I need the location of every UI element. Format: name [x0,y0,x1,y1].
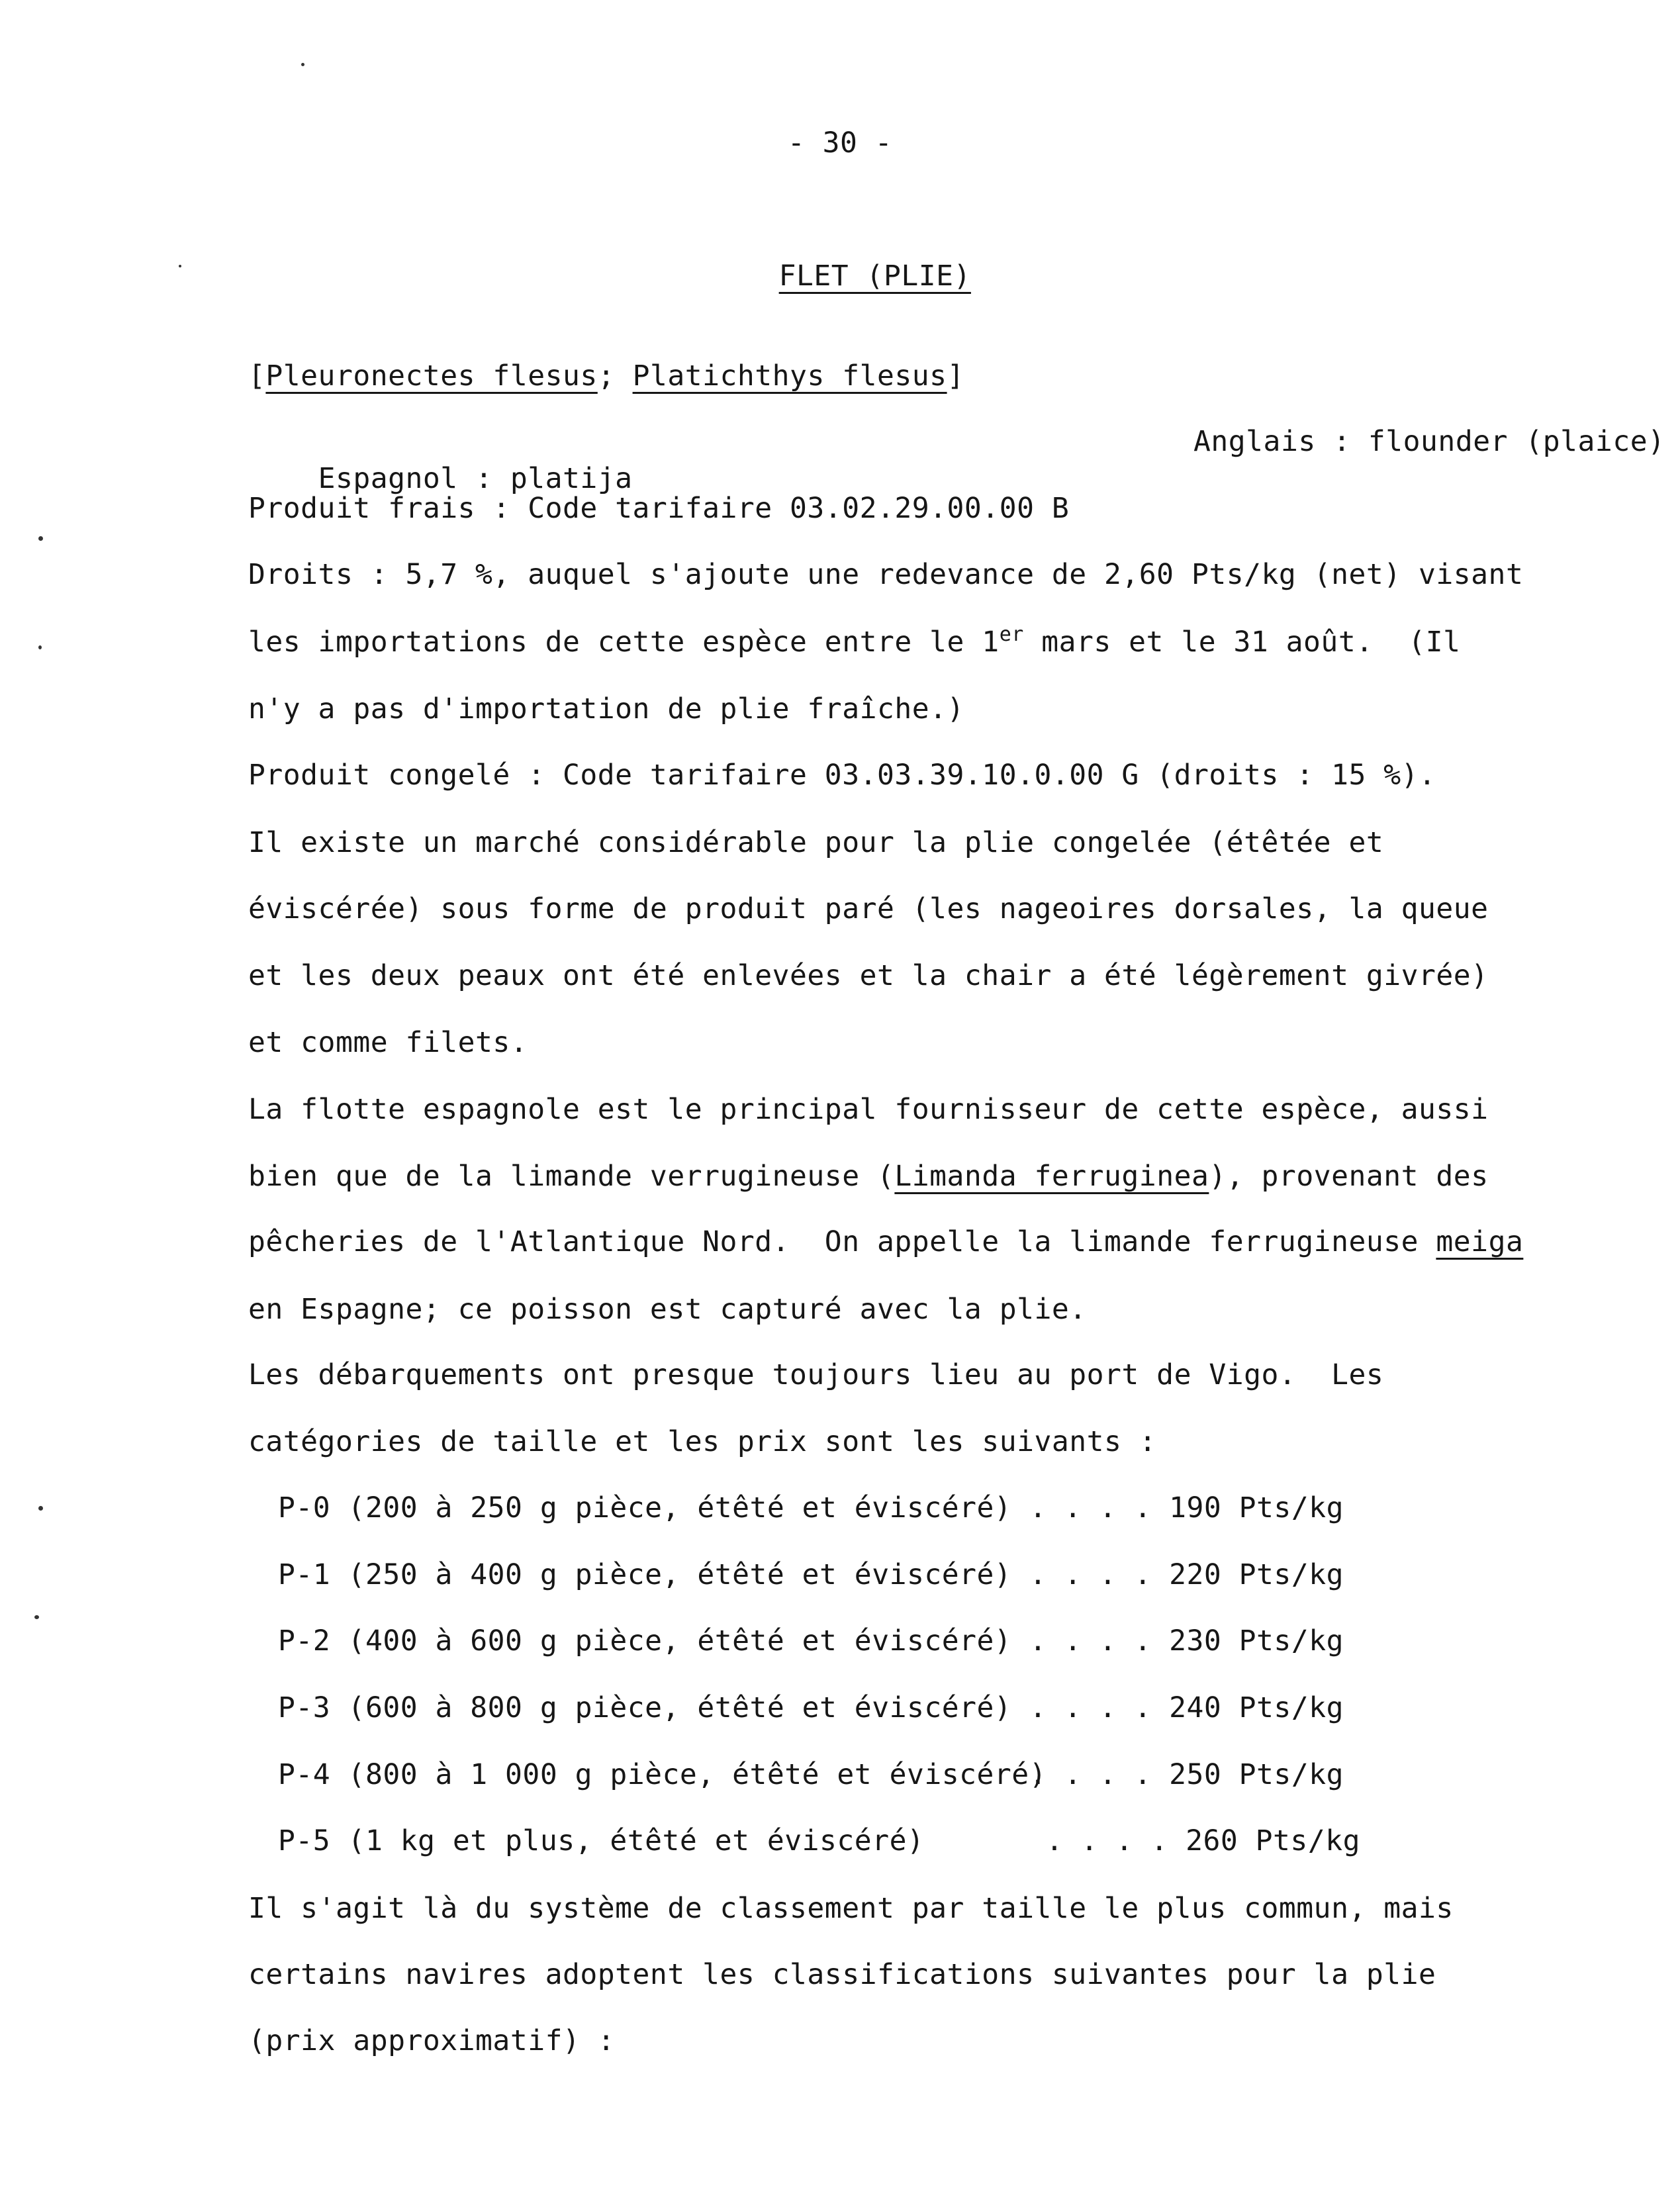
conclusion-line-3: (prix approximatif) : [248,2024,616,2057]
conclusion-line-2: certains navires adoptent les classifications suivantes pour la plie [248,1958,1436,1991]
debarquements-line-2: catégories de taille et les prix sont les suivants : [248,1425,1157,1458]
scan-speck [38,536,43,541]
scan-speck [34,1615,39,1619]
price-row-label: P-1 (250 à 400 g pièce, étêté et éviscéré) [278,1558,1012,1591]
price-row [278,1489,1344,1526]
droits-line-1: Droits : 5,7 %, auquel s'ajoute une redevance de 2,60 Pts/kg (net) visant [248,558,1524,591]
price-row-value: . . . . 190 Pts/kg [1029,1491,1344,1524]
droits-line-2-b: mars et le 31 août. (Il [1023,626,1461,659]
flotte-line-1: La flotte espagnole est le principal fournisseur de cette espèce, aussi [248,1093,1489,1126]
flotte-line-3 [248,1223,1523,1260]
bracket-open: [ [248,359,266,393]
scan-speck [38,645,42,649]
price-row [278,1822,1360,1859]
flotte-line-2-a: bien que de la limande verrugineuse ( [248,1160,895,1193]
droits-line-2 [248,624,1461,661]
conclusion-line-1: Il s'agit là du système de classement par taille le plus commun, mais [248,1892,1454,1925]
flotte-line-3-a: pêcheries de l'Atlantique Nord. On appelle la limande ferrugineuse [248,1225,1436,1258]
produit-frais-line: Produit frais : Code tarifaire 03.02.29.00.00 B [248,492,1070,525]
marche-line-2: éviscérée) sous forme de produit paré (les nageoires dorsales, la queue [248,892,1489,925]
price-row-label: P-4 (800 à 1 000 g pièce, étêté et éviscéré) [278,1758,1047,1791]
scan-speck [301,63,304,66]
scan-speck [38,1506,43,1511]
page-title [0,220,1680,332]
bracket-close: ] [947,359,964,393]
price-row [278,1689,1344,1726]
species-line [248,357,964,395]
price-row-value: . . . . 250 Pts/kg [1029,1758,1344,1791]
marche-line-4: et comme filets. [248,1026,528,1059]
debarquements-line-1: Les débarquements ont presque toujours lieu au port de Vigo. Les [248,1358,1384,1391]
marche-line-1: Il existe un marché considérable pour la plie congelée (étêtée et [248,826,1384,859]
species-name-1: Pleuronectes flesus [265,359,598,393]
page-number: - 30 - [787,126,893,160]
anglais-name: Anglais : flounder (plaice) [1193,425,1665,458]
limanda-ferruginea: Limanda ferruginea [894,1160,1209,1193]
price-row-label: P-3 (600 à 800 g pièce, étêté et éviscéré) [278,1691,1012,1724]
droits-line-2-a: les importations de cette espèce entre le 1 [248,626,1000,659]
price-row [278,1556,1344,1593]
droits-line-3: n'y a pas d'importation de plie fraîche.) [248,692,964,726]
marche-line-3: et les deux peaux ont été enlevées et la chair a été légèrement givrée) [248,959,1489,992]
meiga-term: meiga [1436,1225,1524,1258]
produit-congele-line: Produit congelé : Code tarifaire 03.03.39.10.0.00 G (droits : 15 %). [248,759,1436,792]
price-row-value: . . . . 230 Pts/kg [1029,1624,1344,1658]
espagnol-name: Espagnol : platija [318,462,633,495]
species-separator: ; [597,359,633,393]
price-row-label: P-5 (1 kg et plus, étêté et éviscéré) [278,1824,925,1857]
price-row [278,1756,1344,1793]
price-row-value: . . . . 220 Pts/kg [1029,1558,1344,1591]
price-row-value: . . . . 260 Pts/kg [1046,1824,1360,1857]
page-title-text: FLET (PLIE) [778,259,971,293]
flotte-line-2 [248,1158,1489,1195]
price-row-label: P-2 (400 à 600 g pièce, étêté et éviscéré) [278,1624,1012,1658]
price-row-value: . . . . 240 Pts/kg [1029,1691,1344,1724]
droits-superscript: er [999,623,1024,646]
species-name-2: Platichthys flesus [632,359,947,393]
flotte-line-2-b: ), provenant des [1209,1160,1489,1193]
price-row [278,1622,1344,1660]
flotte-line-4: en Espagne; ce poisson est capturé avec la plie. [248,1293,1087,1326]
price-row-label: P-0 (200 à 250 g pièce, étêté et éviscéré) [278,1491,1012,1524]
